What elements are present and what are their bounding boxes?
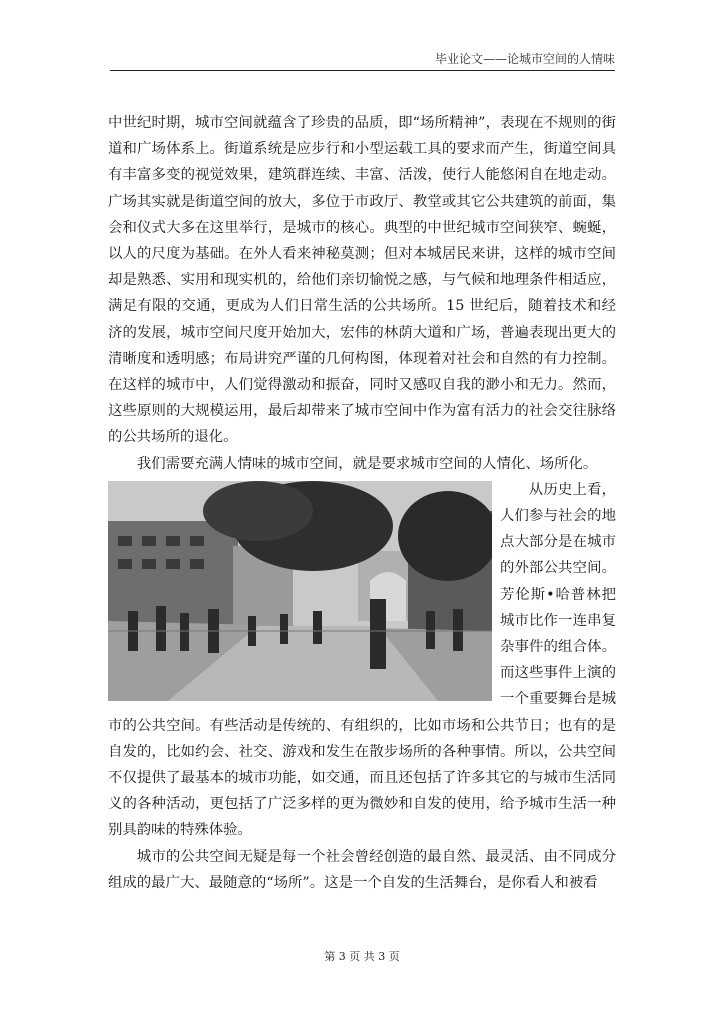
paragraph-1: 中世纪时期，城市空间就蕴含了珍贵的品质，即“场所精神”，表现在不规则的街道和广场体系上。街道系统是应步行和小型运载工具的要求而产生，街道空间具有丰富多变的视觉效果，建筑群连续、丰富、活泼，使行人能悠闲自在地走动。广场其实就是街道空间的放大，多位于市政厅、教堂或其它公共建筑的前面，集会和仪式大多在这里举行，是城市的核心。典型的中世纪城市空间狭窄、蜿蜒，以人的尺度为基础。在外人看来神秘莫测；但对本城居民来讲，这样的城市空间却是熟悉、实用和现实机的，给他们亲切愉悦之感，与气候和地理条件相适应，满足有限的交通，更成为人们日常生活的公共场所。15 世纪后，随着技术和经济的发展，城市空间尺度开始加大，宏伟的林荫大道和广场，普遍表现出更大的清晰度和透明感；布局讲究严谨的几何构图，体现着对社会和自然的有力控制。在这样的城市中，人们觉得激动和振奋，同时又感叹自我的渺小和无力。然而，这些原则的大规模运用，最后却带来了城市空间中作为富有活力的社会交往脉络的公共场所的退化。 xyxy=(108,115,616,446)
page-number: 第 3 页 共 3 页 xyxy=(324,950,400,963)
page-header: 毕业论文——论城市空间的人情味 xyxy=(110,50,615,71)
body-text xyxy=(108,110,616,896)
street-scene-photo xyxy=(108,481,492,701)
paragraph-2: 我们需要充满人情味的城市空间，就是要求城市空间的人情化、场所化。 xyxy=(136,455,598,472)
paragraph-3 xyxy=(108,477,616,844)
paragraph-3-text: 从历史上看，人们参与社会的地点大部分是在城市的外部公共空间。芳伦斯•哈普林把城市比作一连串复杂事件的组合体。而这些事件上演的一个重要舞台是城市的公共空间。有些活动是传统的、有组织的，比如市场和公共节日；也有的是自发的，比如约会、社交、游戏和发生在散步场所的各种事情。所以，公共空间不仅提供了最基本的城市功能，如交通，而且还包括了许多其它的与城市生活同义的各种活动，更包括了广泛多样的更为微妙和自发的使用，给予城市生活一种别具韵味的特殊体验。 xyxy=(108,481,616,839)
paragraph-4: 城市的公共空间无疑是每一个社会曾经创造的最自然、最灵活、由不同成分组成的最广大、最随意的“场所”。这是一个自发的生活舞台，是你看人和被看 xyxy=(108,848,616,891)
